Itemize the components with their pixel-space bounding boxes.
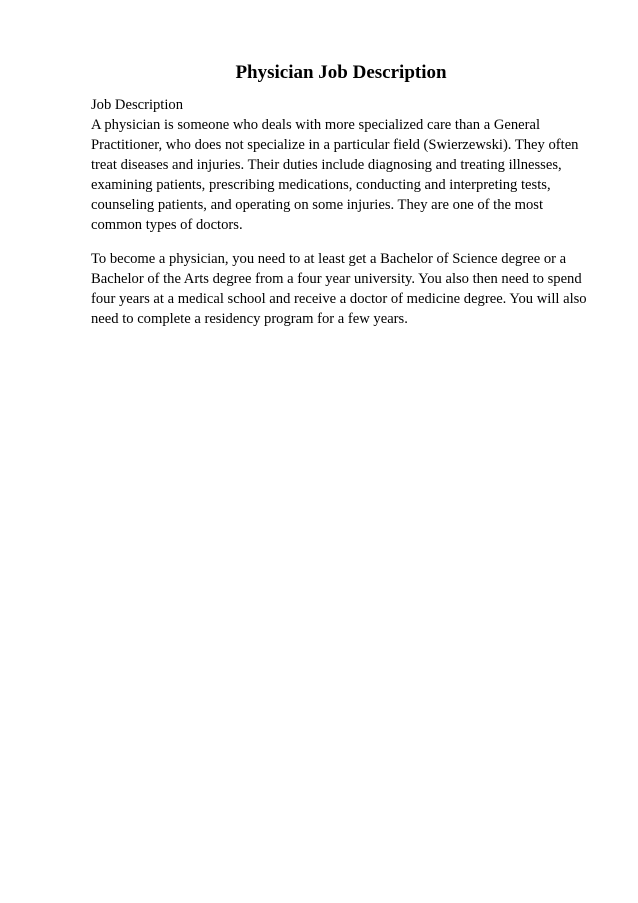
paragraph-1-line: examining patients, prescribing medications, conducting and interpreting tests, [91,177,551,193]
paragraph-1 [91,115,596,235]
paragraph-2-line: need to complete a residency program for a few years. [91,311,408,327]
section-heading: Job Description [91,97,184,113]
paragraph-2-line: To become a physician, you need to at least get a Bachelor of Science degree or a [91,251,567,267]
paragraph-spacer [91,235,596,249]
paragraph-2-line: four years at a medical school and receive a doctor of medicine degree. You will also [91,291,587,307]
paragraph-2 [91,249,596,329]
paragraph-1-line: Practitioner, who does not specialize in a particular field (Swierzewski). They often [91,137,579,153]
paragraph-1-line: A physician is someone who deals with more specialized care than a General [91,117,541,133]
paragraph-1-line: common types of doctors. [91,217,243,233]
paragraph-1-line: counseling patients, and operating on some injuries. They are one of the most [91,197,544,213]
document-body [91,95,596,329]
paragraph-2-line: Bachelor of the Arts degree from a four year university. You also then need to spend [91,271,582,287]
paragraph-1-line: treat diseases and injuries. Their duties include diagnosing and treating illnesses, [91,157,562,173]
document-title: Physician Job Description [235,62,447,83]
